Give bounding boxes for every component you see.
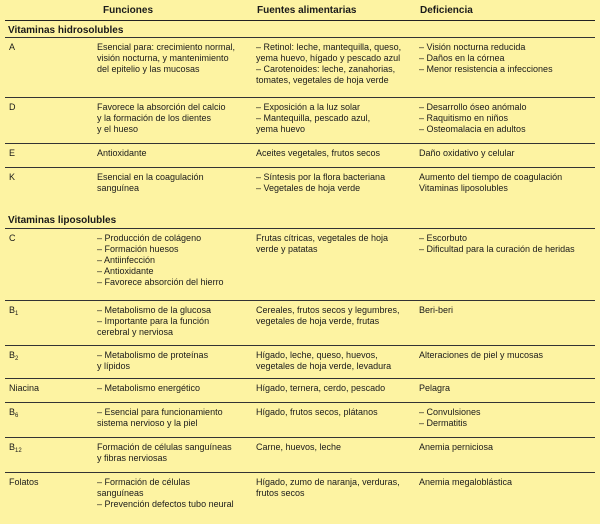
header-fuentes: Fuentes alimentarias (257, 5, 357, 16)
deficiencia-line: Beri-beri (419, 305, 454, 315)
fuentes-line: vegetales de hoja verde, levadura (256, 361, 392, 371)
funciones-line: Esencial en la coagulación (97, 172, 204, 182)
fuentes-cell (256, 172, 421, 194)
table-row (5, 345, 595, 379)
deficiencia-line: Pelagra (419, 383, 451, 393)
funciones-line: sistema nervioso y la piel (97, 418, 198, 428)
table-row (5, 472, 595, 524)
fuentes-line: – Síntesis por la flora bacteriana (256, 172, 386, 182)
vitamin-name: Folatos (9, 477, 39, 487)
vitamin-name: E (9, 148, 16, 158)
table-row (5, 143, 595, 168)
funciones-line: – Antiinfección (97, 255, 156, 265)
funciones-cell (97, 305, 255, 338)
fuentes-cell (256, 407, 421, 418)
table-row (5, 378, 595, 403)
fuentes-line: – Vegetales de hoja verde (256, 183, 361, 193)
fuentes-cell (256, 102, 421, 135)
deficiencia-line: Aumento del tiempo de coagulación (419, 172, 563, 182)
section-hidrosolubles: Vitaminas hidrosolubles (8, 25, 124, 36)
deficiencia-line: – Visión nocturna reducida (419, 42, 526, 52)
deficiencia-cell (419, 172, 595, 194)
funciones-line: – Formación huesos (97, 244, 179, 254)
funciones-line: – Metabolismo energético (97, 383, 201, 393)
fuentes-cell (256, 148, 421, 159)
vitamin-name: C (9, 233, 16, 243)
vitamin-name: $B_{12}$ (9, 442, 22, 454)
funciones-line: – Favorece absorción del hierro (97, 277, 224, 287)
funciones-cell (97, 407, 255, 429)
funciones-line: Esencial para: crecimiento normal, (97, 42, 236, 52)
deficiencia-cell (419, 42, 595, 75)
funciones-line: – Producción de colágeno (97, 233, 202, 243)
deficiencia-cell (419, 383, 595, 394)
funciones-line: – Antioxidante (97, 266, 154, 276)
vitamin-name: Niacina (9, 383, 40, 393)
funciones-line: y fibras nerviosas (97, 453, 168, 463)
funciones-line: – Formación de células (97, 477, 191, 487)
deficiencia-cell (419, 305, 595, 316)
fuentes-line: Hígado, zumo de naranja, verduras, (256, 477, 400, 487)
fuentes-cell (256, 305, 421, 327)
deficiencia-cell (419, 148, 595, 159)
deficiencia-cell (419, 442, 595, 453)
deficiencia-line: Anemia perniciosa (419, 442, 494, 452)
deficiencia-cell (419, 233, 595, 255)
fuentes-line: Hígado, leche, queso, huevos, (256, 350, 378, 360)
fuentes-line: Hígado, frutos secos, plátanos (256, 407, 378, 417)
vitamin-name: A (9, 42, 16, 52)
table-row (5, 97, 595, 144)
vitamin-name: $B_2$ (9, 350, 19, 362)
fuentes-line: Hígado, ternera, cerdo, pescado (256, 383, 386, 393)
vitamin-name: K (9, 172, 16, 182)
table-row (5, 437, 595, 473)
fuentes-line: tomates, vegetales de hoja verde (256, 75, 389, 85)
funciones-line: del epitelio y las mucosas (97, 64, 200, 74)
fuentes-cell (256, 42, 421, 86)
funciones-cell (97, 172, 255, 194)
table-header (0, 0, 600, 20)
fuentes-cell (256, 233, 421, 255)
vitamin-name: $B_1$ (9, 305, 19, 317)
funciones-cell (97, 148, 255, 159)
fuentes-line: yema huevo (256, 124, 306, 134)
funciones-line: Antioxidante (97, 148, 147, 158)
deficiencia-line: – Raquitismo en niños (419, 113, 509, 123)
fuentes-line: frutos secos (256, 488, 305, 498)
deficiencia-line: – Daños en la córnea (419, 53, 505, 63)
vitamin-name: D (9, 102, 16, 112)
deficiencia-cell (419, 477, 595, 488)
deficiencia-cell (419, 102, 595, 135)
deficiencia-cell (419, 407, 595, 429)
vitamin-name: $B_6$ (9, 407, 19, 419)
fuentes-line: – Mantequilla, pescado azul, (256, 113, 371, 123)
section-liposolubles: Vitaminas liposolubles (8, 215, 117, 226)
fuentes-cell (256, 350, 421, 372)
table-row (5, 402, 595, 438)
fuentes-line: Frutas cítricas, vegetales de hoja (256, 233, 389, 243)
funciones-line: Formación de células sanguíneas (97, 442, 232, 452)
table-row (5, 228, 595, 301)
fuentes-cell (256, 442, 421, 453)
funciones-line: – Metabolismo de proteínas (97, 350, 209, 360)
funciones-line: – Metabolismo de la glucosa (97, 305, 212, 315)
fuentes-line: – Retinol: leche, mantequilla, queso, (256, 42, 402, 52)
funciones-cell (97, 42, 255, 75)
fuentes-cell (256, 383, 421, 394)
table-row (5, 167, 595, 208)
table-row (5, 300, 595, 346)
deficiencia-line: Anemia megaloblástica (419, 477, 513, 487)
funciones-line: visión nocturna, y mantenimiento (97, 53, 229, 63)
fuentes-line: Aceites vegetales, frutos secos (256, 148, 381, 158)
header-divider (5, 20, 595, 21)
fuentes-line: verde y patatas (256, 244, 318, 254)
funciones-line: sanguínea (97, 183, 140, 193)
funciones-line: cerebral y nerviosa (97, 327, 174, 337)
deficiencia-line: – Dermatitis (419, 418, 468, 428)
header-deficiencia: Deficiencia (420, 5, 473, 16)
funciones-line: sanguíneas (97, 488, 144, 498)
fuentes-line: Cereales, frutos secos y legumbres, (256, 305, 400, 315)
deficiencia-cell (419, 350, 595, 361)
fuentes-line: Carne, huevos, leche (256, 442, 342, 452)
fuentes-line: – Carotenoides: leche, zanahorias, (256, 64, 396, 74)
fuentes-cell (256, 477, 421, 499)
deficiencia-line: – Desarrollo óseo anómalo (419, 102, 527, 112)
fuentes-line: vegetales de hoja verde, frutas (256, 316, 380, 326)
funciones-line: – Esencial para funcionamiento (97, 407, 223, 417)
funciones-line: Favorece la absorción del calcio (97, 102, 226, 112)
funciones-line: y la formación de los dientes (97, 113, 212, 123)
header-funciones: Funciones (103, 5, 154, 16)
deficiencia-line: – Escorbuto (419, 233, 468, 243)
funciones-line: y lípidos (97, 361, 131, 371)
funciones-cell (97, 102, 255, 135)
deficiencia-line: – Menor resistencia a infecciones (419, 64, 553, 74)
funciones-line: y el hueso (97, 124, 139, 134)
deficiencia-line: – Convulsiones (419, 407, 481, 417)
deficiencia-line: Daño oxidativo y celular (419, 148, 515, 158)
fuentes-line: yema huevo, hígado y pescado azul (256, 53, 401, 63)
funciones-cell (97, 383, 255, 394)
deficiencia-line: Vitaminas liposolubles (419, 183, 508, 193)
funciones-line: – Importante para la función (97, 316, 210, 326)
fuentes-line: – Exposición a la luz solar (256, 102, 361, 112)
funciones-cell (97, 350, 255, 372)
funciones-cell (97, 233, 255, 288)
deficiencia-line: – Osteomalacia en adultos (419, 124, 526, 134)
funciones-cell (97, 477, 255, 510)
table-row (5, 37, 595, 98)
funciones-line: – Prevención defectos tubo neural (97, 499, 234, 509)
funciones-cell (97, 442, 255, 464)
deficiencia-line: – Dificultad para la curación de heridas (419, 244, 575, 254)
deficiencia-line: Alteraciones de piel y mucosas (419, 350, 544, 360)
